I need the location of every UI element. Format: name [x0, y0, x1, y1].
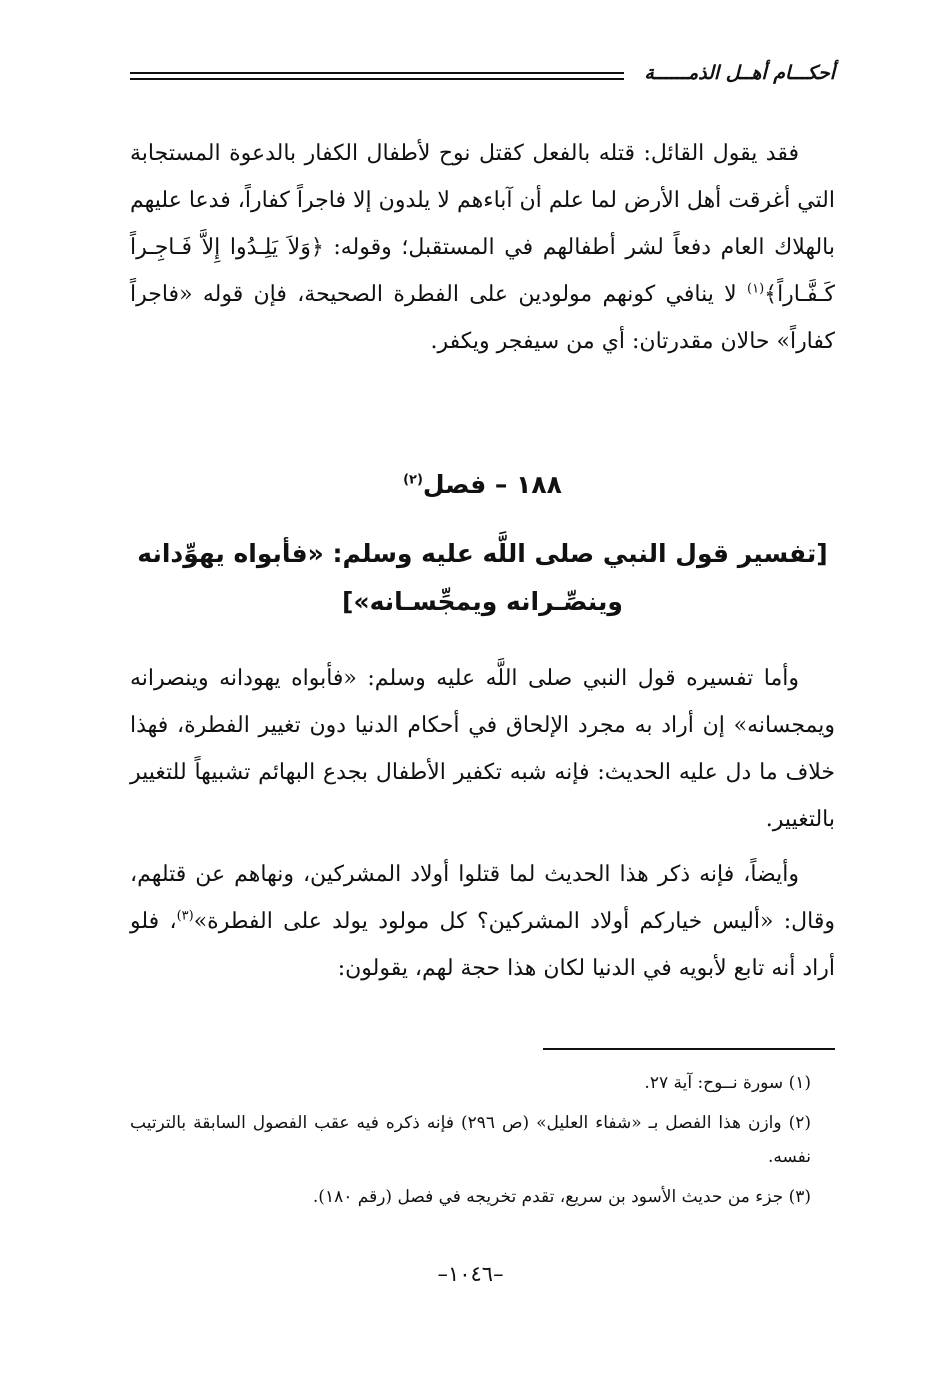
- body-text-bottom: [130, 655, 835, 992]
- body-text-top: [130, 130, 835, 365]
- running-title: أحكـــام أهــل الذمــــــة: [644, 62, 835, 84]
- footnote-3: (٣) جزء من حديث الأسود بن سريع، تقدم تخريجه في فصل (رقم ١٨٠).: [312, 1187, 811, 1207]
- footnote-ref-3: (٣): [176, 908, 194, 924]
- paragraph-3: [130, 851, 835, 992]
- footnote-2: (٢) وازن هذا الفصل بـ «شفاء العليل» (ص ٢٩٦) فإنه ذكره فيه عقب الفصول السابقة بالترتيب نفسه.: [130, 1113, 811, 1167]
- paragraph-1: [130, 130, 835, 365]
- section-heading: [130, 470, 835, 499]
- paragraph-3-text: وأيضاً، فإنه ذكر هذا الحديث لما قتلوا أولاد المشركين، ونهاهم عن قتلهم، وقال: «أليس خياركم أولاد المشركين؟ كل مولود يولد على الفطرة»: [130, 862, 835, 934]
- footnote-separator: [543, 1048, 835, 1050]
- section-number: ١٨٨ – فصل: [422, 470, 562, 499]
- footnote-ref-2: (٢): [403, 472, 423, 488]
- paragraph-2: وأما تفسيره قول النبي صلى اللَّه عليه وسلم: «فأبواه يهودانه وينصرانه ويمجسانه» إن أراد به مجرد الإلحاق في أحكام الدنيا دون تغيير الفطرة، فهذا خلاف ما دل عليه الحديث: فإنه شبه تكفير الأطفال بجدع البهائم تشبيهاً للتغيير بالتغيير.: [130, 666, 835, 832]
- page-number: –١٠٤٦–: [437, 1262, 504, 1286]
- header-double-rule: [130, 72, 624, 80]
- footnote-1: (١) سورة نــوح: آية ٢٧.: [644, 1073, 811, 1093]
- paragraph-1-continuation: لا ينافي كونهم مولودين على الفطرة الصحيحة، فإن قوله «فاجراً كفاراً» حالان مقدرتان: أي من سيفجر ويكفر.: [130, 282, 835, 354]
- footnotes: [130, 1066, 835, 1220]
- footnote-ref-1: (١): [747, 281, 765, 297]
- paragraph-1-text: فقد يقول القائل: قتله بالفعل كقتل نوح لأطفال الكفار بالدعوة المستجابة التي أغرقت أهل الأرض لما علم أن آباءهم لا يلدون إلا فاجراً كفاراً، فدعا عليهم بالهلاك العام دفعاً لشر أطفالهم في المستقبل؛ وقوله: ﴿وَلاَ يَلِـدُوا إِلاَّ فَـاجِـراً كَـفَّـاراً﴾: [130, 141, 835, 307]
- paragraph-3-continuation: ، فلو أراد أنه تابع لأبويه في الدنيا لكان هذا حجة لهم، يقولون:: [130, 909, 835, 981]
- section-title: [تفسير قول النبي صلى اللَّه عليه وسلم: «فأبواه يهوِّدانه وينصِّـرانه ويمجِّسـانه»]: [137, 539, 828, 616]
